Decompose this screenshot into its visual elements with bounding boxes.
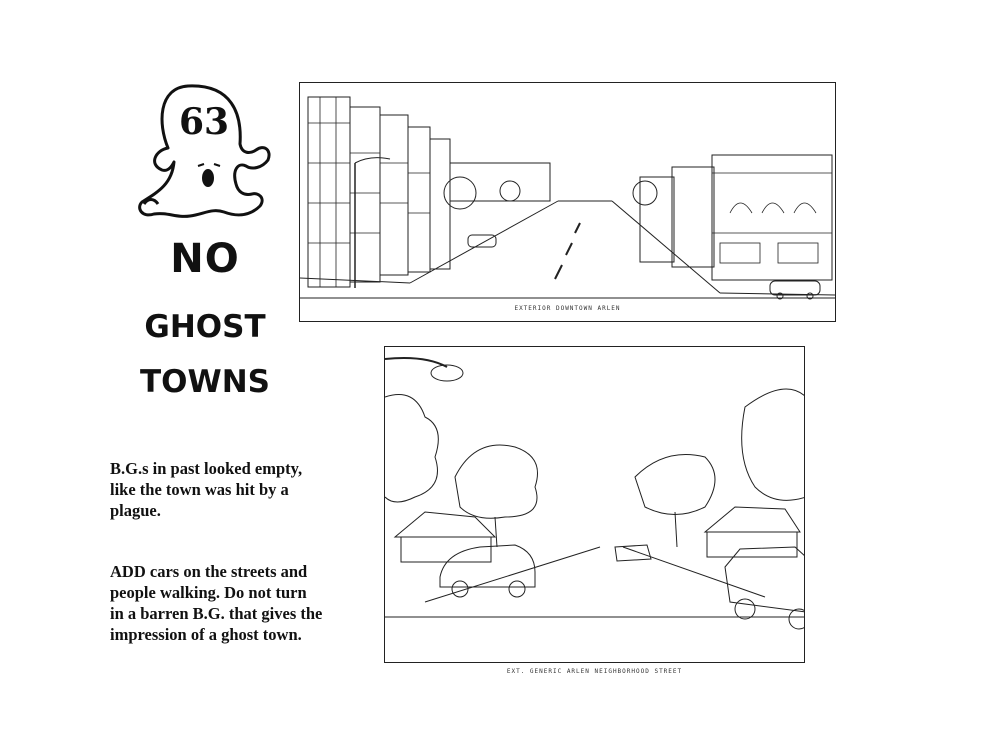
badge-number: 63 xyxy=(178,101,230,143)
note-line: people walking. Do not turn xyxy=(110,583,307,602)
note-paragraph-2 xyxy=(110,561,390,645)
neighborhood-street-sketch xyxy=(384,346,805,663)
note-paragraph-1 xyxy=(110,458,390,521)
note-line: plague. xyxy=(110,501,161,520)
note-line: ADD cars on the streets and xyxy=(110,562,308,581)
headline-no: NO xyxy=(170,236,240,282)
note-line: like the town was hit by a xyxy=(110,480,289,499)
ghost-icon xyxy=(128,74,278,234)
note-line: in a barren B.G. that gives the xyxy=(110,604,323,623)
note-line: B.G.s in past looked empty, xyxy=(110,459,303,478)
headline-towns: TOWNS xyxy=(140,364,270,400)
downtown-street-sketch xyxy=(299,82,836,322)
caption-top: EXTERIOR DOWNTOWN ARLEN xyxy=(514,305,621,312)
caption-bottom: EXT. GENERIC ARLEN NEIGHBORHOOD STREET xyxy=(506,668,683,675)
headline-ghost: GHOST xyxy=(144,309,266,345)
note-line: impression of a ghost town. xyxy=(110,625,302,644)
